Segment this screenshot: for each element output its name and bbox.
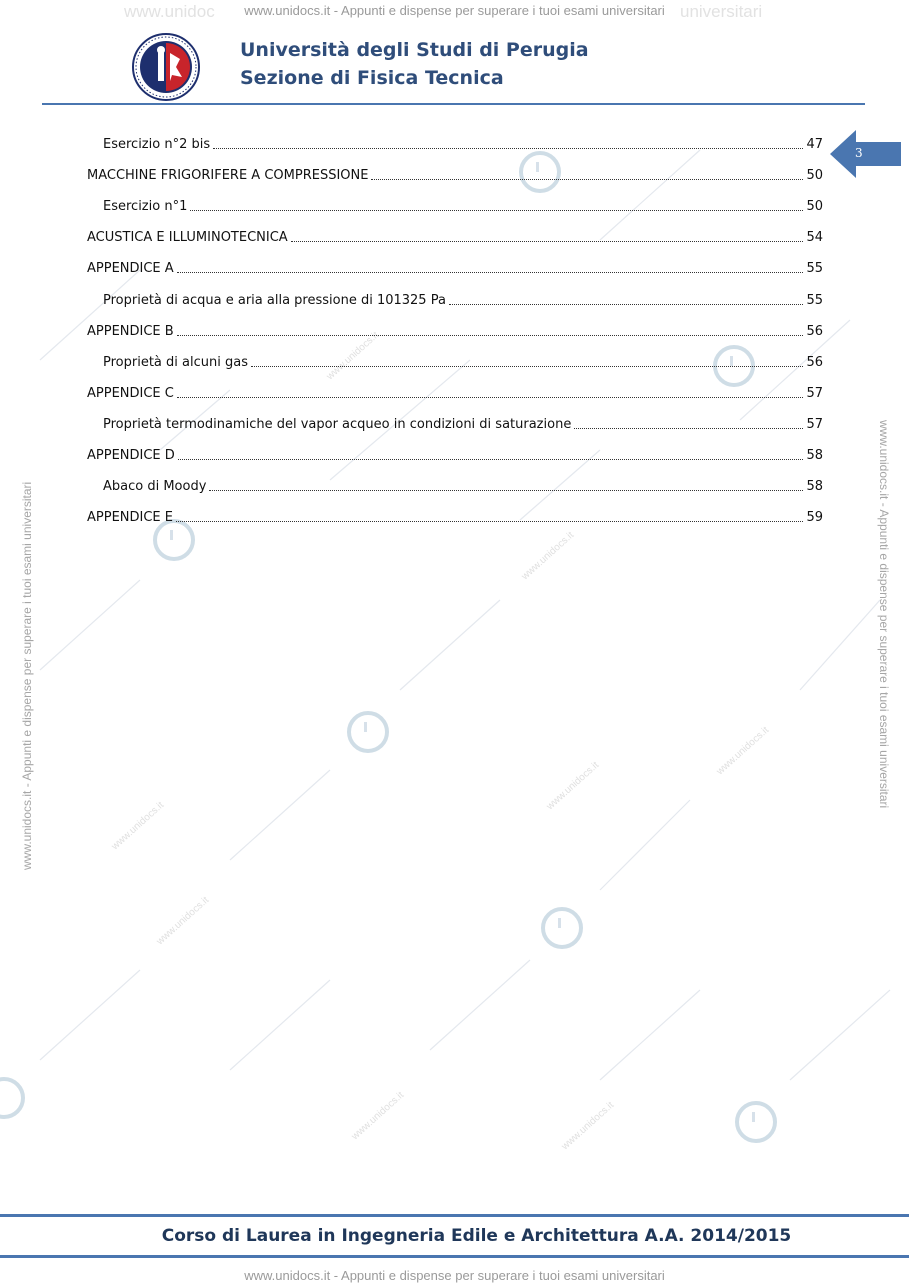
toc-entry-title: MACCHINE FRIGORIFERE A COMPRESSIONE <box>87 168 369 184</box>
footer-divider-bottom <box>0 1255 909 1258</box>
table-of-contents <box>87 129 823 533</box>
footer-course: Corso di Laurea in Ingegneria Edile e Architettura A.A. 2014/2015 <box>161 1226 792 1246</box>
svg-text:www.unidocs.it: www.unidocs.it <box>544 759 602 813</box>
svg-text:www.unidocs.it: www.unidocs.it <box>714 724 772 778</box>
toc-entry-page: 59 <box>806 510 823 526</box>
watermark-side-right: www.unidocs.it - Appunti e dispense per superare i tuoi esami universitari <box>877 420 891 809</box>
university-seal-icon <box>132 33 200 101</box>
toc-dot-leader <box>178 459 804 460</box>
toc-entry-title: Abaco di Moody <box>103 479 207 495</box>
toc-entry-page: 47 <box>806 137 823 153</box>
toc-entry[interactable] <box>87 253 823 284</box>
watermark-ghost-right: universitari <box>680 2 763 21</box>
toc-dot-leader <box>209 490 803 491</box>
toc-dot-leader <box>213 148 803 149</box>
toc-dot-leader <box>371 179 803 180</box>
toc-entry-page: 56 <box>806 323 823 339</box>
toc-entry-page: 55 <box>806 261 823 277</box>
toc-entry-title: APPENDICE C <box>87 385 174 401</box>
toc-dot-leader <box>449 304 804 305</box>
toc-entry-page: 58 <box>806 447 823 463</box>
toc-entry[interactable] <box>87 222 823 253</box>
toc-entry[interactable] <box>87 471 823 502</box>
toc-entry[interactable] <box>87 316 823 347</box>
page-number-tab <box>830 130 901 178</box>
toc-entry[interactable] <box>87 191 823 222</box>
svg-text:www.unidocs.it: www.unidocs.it <box>559 1099 617 1153</box>
toc-entry[interactable] <box>87 129 823 160</box>
toc-dot-leader <box>251 366 803 367</box>
svg-text:www.unidocs.it: www.unidocs.it <box>109 799 167 853</box>
header-divider <box>42 103 865 105</box>
watermark-side-left: www.unidocs.it - Appunti e dispense per superare i tuoi esami universitari <box>20 481 34 870</box>
toc-entry-page: 57 <box>806 416 823 432</box>
svg-text:www.unidocs.it: www.unidocs.it <box>349 1089 407 1143</box>
toc-entry-title: Proprietà termodinamiche del vapor acqueo in condizioni di saturazione <box>103 416 572 432</box>
svg-text:www.unidocs.it: www.unidocs.it <box>154 894 212 948</box>
toc-dot-leader <box>291 241 804 242</box>
university-name: Università degli Studi di Perugia <box>240 39 589 61</box>
toc-entry-title: Esercizio n°1 <box>103 199 188 215</box>
toc-entry-page: 58 <box>806 479 823 495</box>
watermark-ghost-left: www.unidoc <box>124 2 215 21</box>
page-number: 3 <box>855 146 863 160</box>
toc-dot-leader <box>176 521 803 522</box>
svg-text:www.unidocs.it: www.unidocs.it <box>324 329 382 383</box>
footer-divider-top <box>0 1214 909 1217</box>
toc-dot-leader <box>177 272 804 273</box>
toc-entry-title: APPENDICE E <box>87 510 173 526</box>
toc-dot-leader <box>574 428 803 429</box>
toc-entry-title: ACUSTICA E ILLUMINOTECNICA <box>87 230 288 246</box>
toc-entry-page: 57 <box>806 385 823 401</box>
toc-entry-page: 50 <box>806 168 823 184</box>
toc-entry[interactable] <box>87 409 823 440</box>
toc-entry-page: 50 <box>806 199 823 215</box>
toc-entry[interactable] <box>87 160 823 191</box>
svg-text:www.unidocs.it: www.unidocs.it <box>519 529 577 583</box>
section-name: Sezione di Fisica Tecnica <box>240 67 504 89</box>
toc-dot-leader <box>177 335 804 336</box>
toc-entry[interactable] <box>87 440 823 471</box>
toc-entry[interactable] <box>87 378 823 409</box>
toc-dot-leader <box>177 397 804 398</box>
toc-entry-title: APPENDICE B <box>87 323 174 339</box>
toc-entry-page: 54 <box>806 230 823 246</box>
watermark-top: www.unidocs.it - Appunti e dispense per superare i tuoi esami universitari <box>244 3 665 18</box>
toc-entry-title: Proprietà di acqua e aria alla pressione di 101325 Pa <box>103 292 446 308</box>
toc-entry[interactable] <box>87 502 823 533</box>
toc-entry-title: Esercizio n°2 bis <box>103 137 211 153</box>
toc-entry-page: 55 <box>806 292 823 308</box>
toc-entry-page: 56 <box>806 354 823 370</box>
toc-entry[interactable] <box>87 284 823 315</box>
toc-entry-title: Proprietà di alcuni gas <box>103 354 248 370</box>
toc-entry[interactable] <box>87 347 823 378</box>
toc-entry-title: APPENDICE A <box>87 261 174 277</box>
toc-dot-leader <box>190 210 803 211</box>
watermark-bottom: www.unidocs.it - Appunti e dispense per superare i tuoi esami universitari <box>244 1268 665 1283</box>
toc-entry-title: APPENDICE D <box>87 447 175 463</box>
